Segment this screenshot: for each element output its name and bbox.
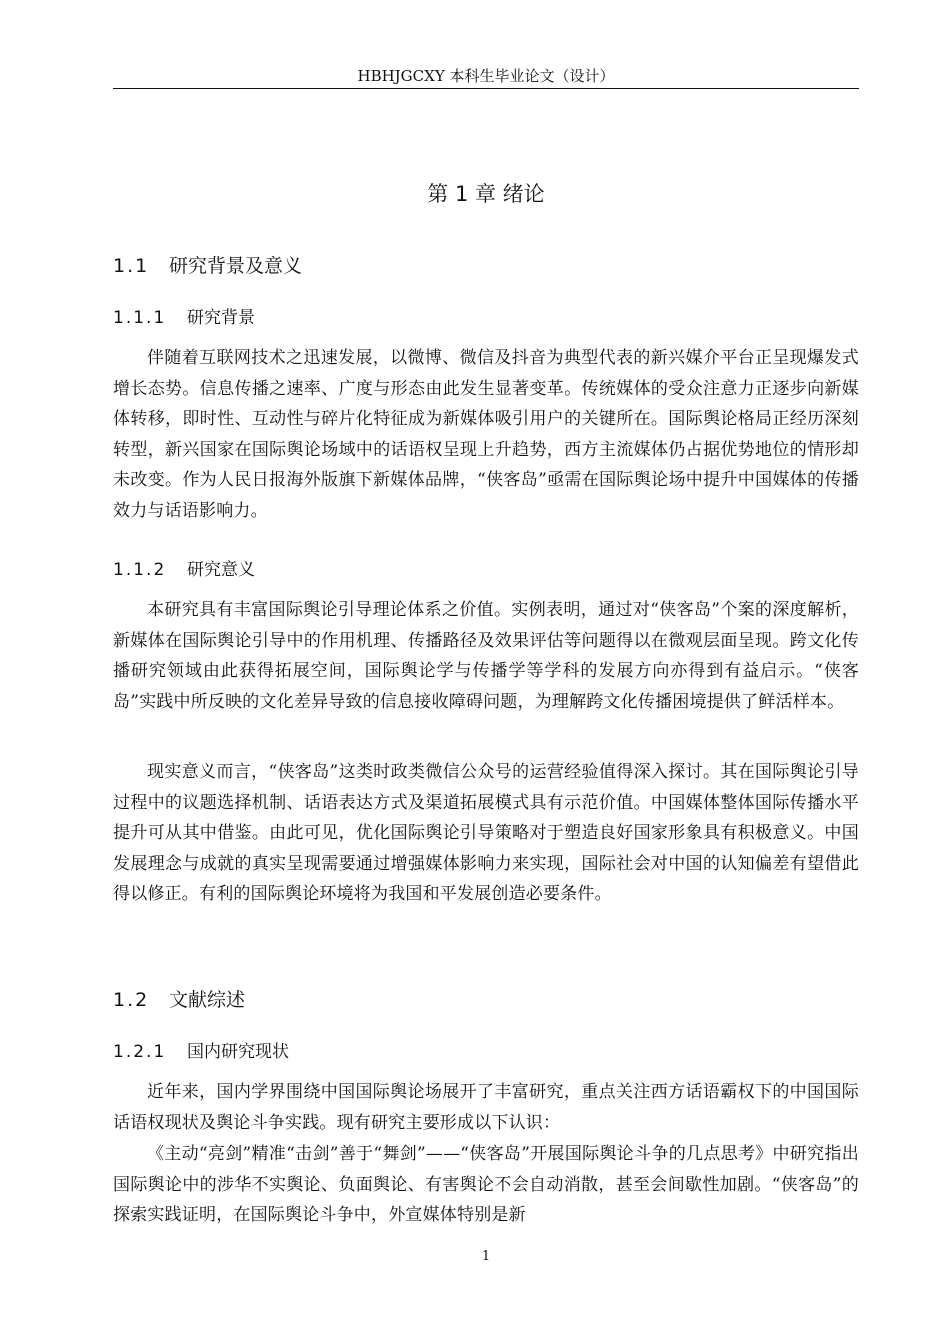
subsection-title: 国内研究现状 <box>187 1042 289 1062</box>
header-divider <box>113 88 859 89</box>
section-heading-1-1 <box>113 252 302 280</box>
section-title: 研究背景及意义 <box>169 255 303 277</box>
paragraph-domestic-research-intro: 近年来，国内学界围绕中国国际舆论场展开了丰富研究，重点关注西方话语霸权下的中国国际话语权现状及舆论斗争实践。现有研究主要形成以下认识： <box>113 1082 859 1133</box>
paragraph-research-background: 伴随着互联网技术之迅速发展，以微博、微信及抖音为典型代表的新兴媒介平台正呈现爆发式增长态势。信息传播之速率、广度与形态由此发生显著变革。传统媒体的受众注意力正逐步向新媒体转移，即时性、互动性与碎片化特征成为新媒体吸引用户的关键所在。国际舆论格局正经历深刻转型，新兴国家在国际舆论场域中的话语权呈现上升趋势，西方主流媒体仍占据优势地位的情形却未改变。作为人民日报海外版旗下新媒体品牌，“侠客岛”亟需在国际舆论场中提升中国媒体的传播效力与话语影响力。 <box>113 348 859 521</box>
section-title: 文献综述 <box>169 989 246 1011</box>
subsection-heading-1-2-1 <box>113 1039 289 1065</box>
section-number: 1.2 <box>113 989 150 1011</box>
subsection-number: 1.2.1 <box>113 1042 167 1062</box>
chapter-title: 第 1 章 绪论 <box>427 182 545 206</box>
page-number: 1 <box>481 1249 491 1264</box>
subsection-number: 1.1.2 <box>113 560 167 580</box>
subsection-number: 1.1.1 <box>113 308 167 328</box>
subsection-title: 研究背景 <box>187 308 255 328</box>
subsection-title: 研究意义 <box>187 560 255 580</box>
subsection-heading-1-1-2 <box>113 557 255 583</box>
paragraph-research-significance-theory: 本研究具有丰富国际舆论引导理论体系之价值。实例表明，通过对“侠客岛”个案的深度解析，新媒体在国际舆论引导中的作用机理、传播路径及效果评估等问题得以在微观层面呈现。跨文化传播研究领域由此获得拓展空间，国际舆论学与传播学等学科的发展方向亦得到有益启示。“侠客岛”实践中所反映的文化差异导致的信息接收障碍问题，为理解跨文化传播困境提供了鲜活样本。 <box>113 600 859 712</box>
subsection-heading-1-1-1 <box>113 305 255 331</box>
paragraph-research-significance-practice: 现实意义而言，“侠客岛”这类时政类微信公众号的运营经验值得深入探讨。其在国际舆论引导过程中的议题选择机制、话语表达方式及渠道拓展模式具有示范价值。中国媒体整体国际传播水平提升可从其中借鉴。由此可见，优化国际舆论引导策略对于塑造良好国家形象具有积极意义。中国发展理念与成就的真实呈现需要通过增强媒体影响力来实现，国际社会对中国的认知偏差有望借此得以修正。有利的国际舆论环境将为我国和平发展创造必要条件。 <box>113 762 859 904</box>
paragraph-domestic-research-citation: 《主动“亮剑”精准“击剑”善于“舞剑”——“侠客岛”开展国际舆论斗争的几点思考》中研究指出国际舆论中的涉华不实舆论、负面舆论、有害舆论不会自动消散，甚至会间歇性加剧。“侠客岛”的探索实践证明，在国际舆论斗争中，外宣媒体特别是新 <box>113 1144 859 1225</box>
section-heading-1-2 <box>113 986 245 1014</box>
section-number: 1.1 <box>113 255 150 277</box>
running-header: HBHJGCXY 本科生毕业论文（设计） <box>357 67 615 85</box>
